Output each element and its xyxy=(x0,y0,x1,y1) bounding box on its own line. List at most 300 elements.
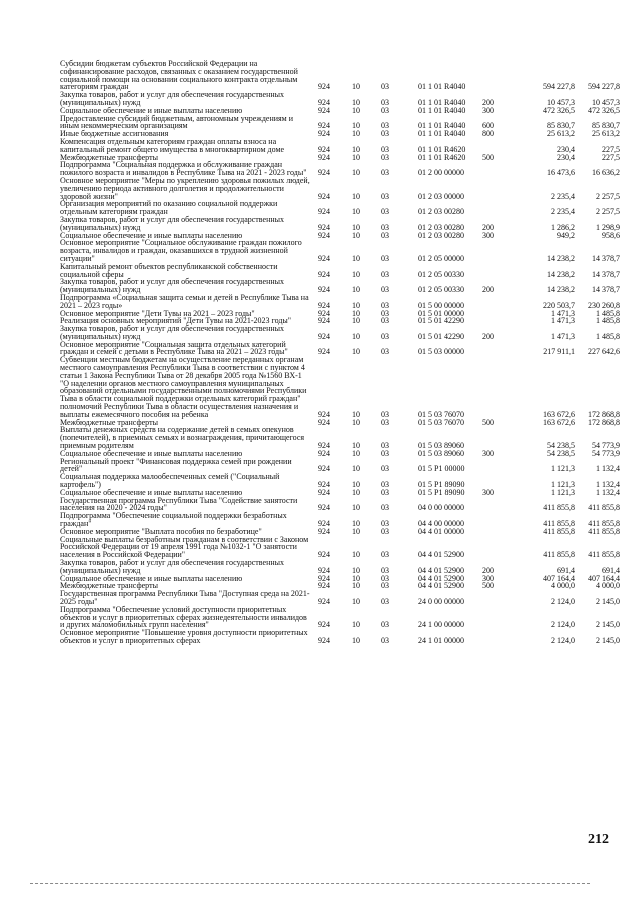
row-amount-year1: 25 613,2 xyxy=(547,129,575,139)
row-amount-year1: 1 471,3 xyxy=(551,316,575,326)
row-ved-code: 924 xyxy=(318,526,330,536)
row-target-code: 01 5 01 42290 xyxy=(418,331,464,341)
row-ved-code: 924 xyxy=(318,308,330,318)
row-subsection-code: 03 xyxy=(381,129,389,139)
row-name: Межбюджетные трансферты xyxy=(60,152,158,162)
row-target-code: 01 5 P1 89090 xyxy=(418,480,465,490)
row-amount-year1: 407 164,4 xyxy=(543,573,575,583)
row-subsection-code: 03 xyxy=(381,82,389,92)
row-name: Основное мероприятие "Социальная защита отдельных категорий граждан и семей с детьми в Республике Тыва на 2021 – 2023 годы" xyxy=(60,339,288,357)
row-name: Закупка товаров, работ и услуг для обеспечения государственных (муниципальных) нужд xyxy=(60,324,285,341)
row-amount-year2: 25 613,2 xyxy=(592,129,620,139)
row-ved-code: 924 xyxy=(318,448,330,458)
row-amount-year2: 958,6 xyxy=(602,230,620,240)
row-name: Субвенции местным бюджетам на осуществление переданных органам местного самоуправления Республики Тыва в соответствии с пунктом 4 статьи 1 Закона Республики Тыва от 28 декабря 2005 года №1560 ВХ-1 "О наделении органов местного самоуправления муниципальных образований отдельными государственными полномочиями Республики Тыва в области социальной поддержки отдельных категорий граждан" полномочий Республики Тыва в области осуществления назначения и выплаты ежемесячного пособия на ребенка xyxy=(60,355,307,419)
row-ved-code: 924 xyxy=(318,565,330,575)
table-row xyxy=(0,115,640,131)
row-amount-year1: 14 238,2 xyxy=(547,285,575,295)
row-target-code: 01 5 03 00000 xyxy=(418,347,464,357)
budget-table xyxy=(0,60,640,645)
row-amount-year2: 227 642,6 xyxy=(588,347,620,357)
row-subsection-code: 03 xyxy=(381,168,389,178)
row-section-code: 10 xyxy=(352,503,360,513)
row-expense-type-code: 500 xyxy=(482,581,494,591)
row-amount-year1: 163 672,6 xyxy=(543,417,575,427)
row-name: Социальное обеспечение и иные выплаты населению xyxy=(60,230,243,240)
row-amount-year1: 1 286,2 xyxy=(551,222,575,232)
row-amount-year2: 411 855,8 xyxy=(588,550,620,560)
row-ved-code: 924 xyxy=(318,269,330,279)
row-expense-type-code: 200 xyxy=(482,285,494,295)
table-row xyxy=(0,200,640,216)
row-subsection-code: 03 xyxy=(381,222,389,232)
row-ved-code: 924 xyxy=(318,480,330,490)
row-target-code: 01 5 03 89060 xyxy=(418,441,464,451)
row-target-code: 01 5 01 00000 xyxy=(418,308,464,318)
row-section-code: 10 xyxy=(352,230,360,240)
row-ved-code: 924 xyxy=(318,347,330,357)
row-amount-year2: 411 855,8 xyxy=(588,526,620,536)
row-section-code: 10 xyxy=(352,347,360,357)
row-amount-year2: 691,4 xyxy=(602,565,620,575)
row-expense-type-code: 200 xyxy=(482,97,494,107)
row-target-code: 01 2 05 00330 xyxy=(418,285,464,295)
row-section-code: 10 xyxy=(352,573,360,583)
row-section-code: 10 xyxy=(352,441,360,451)
row-subsection-code: 03 xyxy=(381,417,389,427)
row-subsection-code: 03 xyxy=(381,409,389,419)
table-row xyxy=(0,239,640,262)
row-name: Организация мероприятий по оказанию социальной поддержки отдельным категориям граждан xyxy=(60,199,278,217)
row-target-code: 01 2 03 00280 xyxy=(418,222,464,232)
row-section-code: 10 xyxy=(352,526,360,536)
row-name: Социальное обеспечение и иные выплаты населению xyxy=(60,448,243,458)
row-section-code: 10 xyxy=(352,300,360,310)
row-section-code: 10 xyxy=(352,105,360,115)
row-amount-year1: 163 672,6 xyxy=(543,409,575,419)
row-amount-year2: 10 457,3 xyxy=(592,97,620,107)
row-amount-year1: 2 124,0 xyxy=(551,620,575,630)
row-amount-year2: 54 773,9 xyxy=(592,441,620,451)
row-target-code: 01 1 01 R4620 xyxy=(418,152,466,162)
row-section-code: 10 xyxy=(352,464,360,474)
row-ved-code: 924 xyxy=(318,635,330,645)
row-ved-code: 924 xyxy=(318,144,330,154)
row-amount-year2: 1 485,8 xyxy=(596,331,620,341)
row-section-code: 10 xyxy=(352,191,360,201)
row-amount-year2: 54 773,9 xyxy=(592,448,620,458)
row-amount-year1: 1 471,3 xyxy=(551,331,575,341)
row-subsection-code: 03 xyxy=(381,573,389,583)
row-name: Межбюджетные трансферты xyxy=(60,417,158,427)
row-section-code: 10 xyxy=(352,316,360,326)
row-expense-type-code: 600 xyxy=(482,121,494,131)
row-subsection-code: 03 xyxy=(381,331,389,341)
row-name: Реализация основных мероприятий "Дети Тувы на 2021-2023 годы" xyxy=(60,316,292,326)
row-amount-year2: 230 260,8 xyxy=(588,300,620,310)
row-subsection-code: 03 xyxy=(381,565,389,575)
row-target-code: 01 5 00 00000 xyxy=(418,300,464,310)
row-amount-year1: 1 471,3 xyxy=(551,308,575,318)
row-amount-year1: 54 238,5 xyxy=(547,441,575,451)
row-amount-year1: 594 227,8 xyxy=(543,82,575,92)
row-amount-year2: 4 000,0 xyxy=(596,581,620,591)
row-name: Компенсация отдельным категориям граждан оплаты взноса на капитальный ремонт общего имущества в многоквартирном доме xyxy=(60,136,285,154)
row-amount-year1: 949,2 xyxy=(557,230,575,240)
row-amount-year1: 2 124,0 xyxy=(551,596,575,606)
row-section-code: 10 xyxy=(352,596,360,606)
row-section-code: 10 xyxy=(352,331,360,341)
row-expense-type-code: 200 xyxy=(482,222,494,232)
row-ved-code: 924 xyxy=(318,129,330,139)
row-amount-year1: 411 855,8 xyxy=(543,526,575,536)
row-target-code: 04 4 01 52900 xyxy=(418,550,464,560)
row-amount-year2: 2 145,0 xyxy=(596,635,620,645)
row-target-code: 01 1 01 R4040 xyxy=(418,97,466,107)
row-ved-code: 924 xyxy=(318,285,330,295)
row-subsection-code: 03 xyxy=(381,519,389,529)
row-section-code: 10 xyxy=(352,144,360,154)
row-expense-type-code: 300 xyxy=(482,105,494,115)
row-name: Государственная программа Республики Тыва "Содействие занятости населения на 2020 - 2024 годы" xyxy=(60,495,298,513)
row-subsection-code: 03 xyxy=(381,253,389,263)
row-subsection-code: 03 xyxy=(381,635,389,645)
row-subsection-code: 03 xyxy=(381,152,389,162)
row-section-code: 10 xyxy=(352,565,360,575)
row-name: Капитальный ремонт объектов республиканской собственности социальной сферы xyxy=(60,261,278,279)
row-section-code: 10 xyxy=(352,635,360,645)
row-amount-year1: 14 238,2 xyxy=(547,269,575,279)
row-name: Межбюджетные трансферты xyxy=(60,581,158,591)
row-section-code: 10 xyxy=(352,97,360,107)
row-target-code: 01 1 01 R4040 xyxy=(418,105,466,115)
table-row xyxy=(0,278,640,294)
row-ved-code: 924 xyxy=(318,409,330,419)
row-ved-code: 924 xyxy=(318,300,330,310)
row-subsection-code: 03 xyxy=(381,121,389,131)
row-amount-year1: 85 830,7 xyxy=(547,121,575,131)
row-ved-code: 924 xyxy=(318,191,330,201)
row-ved-code: 924 xyxy=(318,573,330,583)
row-expense-type-code: 200 xyxy=(482,565,494,575)
row-amount-year1: 220 503,7 xyxy=(543,300,575,310)
row-ved-code: 924 xyxy=(318,230,330,240)
row-amount-year1: 411 855,8 xyxy=(543,519,575,529)
row-target-code: 01 5 01 42290 xyxy=(418,316,464,326)
row-section-code: 10 xyxy=(352,121,360,131)
row-name: Социальное обеспечение и иные выплаты населению xyxy=(60,573,243,583)
row-subsection-code: 03 xyxy=(381,269,389,279)
row-target-code: 24 1 00 00000 xyxy=(418,620,464,630)
row-name: Основное мероприятие "Социальное обслуживание граждан пожилого возраста, инвалидов и граждан, оказавшихся в трудной жизненной ситуации" xyxy=(60,238,302,263)
table-row xyxy=(0,294,640,310)
row-name: Субсидии бюджетам субъектов Российской Федерации на софинансирование расходов, связанных с оказанием государственной социальной помощи на основании социального контракта отдельным категориям граждан xyxy=(60,59,298,92)
table-row xyxy=(0,536,640,559)
row-subsection-code: 03 xyxy=(381,596,389,606)
row-amount-year1: 691,4 xyxy=(557,565,575,575)
table-row xyxy=(0,263,640,279)
table-row xyxy=(0,356,640,418)
table-row xyxy=(0,606,640,629)
row-ved-code: 924 xyxy=(318,596,330,606)
row-target-code: 01 1 01 R4040 xyxy=(418,129,466,139)
row-name: Основное мероприятие "Меры по укреплению здоровья пожилых людей, увеличению периода активного долголетия и продолжительности здоровой жизни" xyxy=(60,175,310,201)
table-row xyxy=(0,629,640,645)
row-name: Социальные выплаты безработным гражданам в соответствии с Законом Российской Федерации от 19 апреля 1991 года №1032-1 "О занятости населения в Российской Федерации" xyxy=(60,534,309,560)
table-row xyxy=(0,559,640,575)
row-amount-year1: 4 000,0 xyxy=(551,581,575,591)
row-amount-year2: 14 378,7 xyxy=(592,285,620,295)
row-name: Подпрограмма «Социальная защита семьи и детей в Республике Тыва на 2021 – 2023 годы» xyxy=(60,292,309,310)
table-row xyxy=(0,91,640,107)
table-row xyxy=(0,426,640,449)
row-amount-year2: 1 132,4 xyxy=(596,487,620,497)
table-row xyxy=(0,473,640,489)
row-subsection-code: 03 xyxy=(381,526,389,536)
row-name: Социальная поддержка малообеспеченных семей ("Социальный картофель") xyxy=(60,472,280,490)
row-amount-year2: 407 164,4 xyxy=(588,573,620,583)
row-target-code: 01 2 03 00280 xyxy=(418,230,464,240)
row-subsection-code: 03 xyxy=(381,144,389,154)
row-name: Иные бюджетные ассигнования xyxy=(60,129,169,139)
row-amount-year1: 230,4 xyxy=(557,144,575,154)
row-section-code: 10 xyxy=(352,168,360,178)
row-section-code: 10 xyxy=(352,620,360,630)
table-row xyxy=(0,497,640,513)
row-section-code: 10 xyxy=(352,269,360,279)
row-ved-code: 924 xyxy=(318,222,330,232)
row-section-code: 10 xyxy=(352,448,360,458)
row-target-code: 04 4 01 00000 xyxy=(418,526,464,536)
row-name: Социальное обеспечение и иные выплаты населению xyxy=(60,487,243,497)
row-subsection-code: 03 xyxy=(381,347,389,357)
row-target-code: 24 0 00 00000 xyxy=(418,596,464,606)
row-amount-year2: 227,5 xyxy=(602,152,620,162)
row-ved-code: 924 xyxy=(318,503,330,513)
row-target-code: 01 1 01 R4620 xyxy=(418,144,466,154)
row-ved-code: 924 xyxy=(318,105,330,115)
row-amount-year2: 594 227,8 xyxy=(588,82,620,92)
row-subsection-code: 03 xyxy=(381,308,389,318)
row-section-code: 10 xyxy=(352,308,360,318)
row-target-code: 04 4 01 52900 xyxy=(418,581,464,591)
table-row xyxy=(0,161,640,177)
row-amount-year1: 2 235,4 xyxy=(551,207,575,217)
row-subsection-code: 03 xyxy=(381,448,389,458)
row-ved-code: 924 xyxy=(318,316,330,326)
table-row xyxy=(0,458,640,474)
row-ved-code: 924 xyxy=(318,82,330,92)
row-name: Подпрограмма "Обеспечение социальной поддержки безработных граждан" xyxy=(60,511,287,529)
row-expense-type-code: 300 xyxy=(482,487,494,497)
row-expense-type-code: 800 xyxy=(482,129,494,139)
row-amount-year2: 472 326,5 xyxy=(588,105,620,115)
row-amount-year2: 1 298,9 xyxy=(596,222,620,232)
row-ved-code: 924 xyxy=(318,441,330,451)
row-subsection-code: 03 xyxy=(381,480,389,490)
row-amount-year1: 16 473,6 xyxy=(547,168,575,178)
row-amount-year2: 411 855,8 xyxy=(588,519,620,529)
row-amount-year2: 411 855,8 xyxy=(588,503,620,513)
row-amount-year2: 16 636,2 xyxy=(592,168,620,178)
row-subsection-code: 03 xyxy=(381,581,389,591)
row-amount-year1: 10 457,3 xyxy=(547,97,575,107)
table-row xyxy=(0,325,640,341)
row-name: Социальное обеспечение и иные выплаты населению xyxy=(60,105,243,115)
table-row xyxy=(0,341,640,357)
row-ved-code: 924 xyxy=(318,487,330,497)
row-subsection-code: 03 xyxy=(381,285,389,295)
row-amount-year2: 1 485,8 xyxy=(596,308,620,318)
row-section-code: 10 xyxy=(352,550,360,560)
row-amount-year2: 1 132,4 xyxy=(596,480,620,490)
row-amount-year1: 2 235,4 xyxy=(551,191,575,201)
row-ved-code: 924 xyxy=(318,331,330,341)
table-row xyxy=(0,512,640,528)
row-amount-year1: 2 124,0 xyxy=(551,635,575,645)
row-name: Закупка товаров, работ и услуг для обеспечения государственных (муниципальных) нужд xyxy=(60,90,285,107)
row-subsection-code: 03 xyxy=(381,316,389,326)
row-subsection-code: 03 xyxy=(381,441,389,451)
row-amount-year1: 411 855,8 xyxy=(543,503,575,513)
row-target-code: 01 2 05 00330 xyxy=(418,269,464,279)
row-subsection-code: 03 xyxy=(381,487,389,497)
table-row xyxy=(0,60,640,91)
row-amount-year2: 2 257,5 xyxy=(596,207,620,217)
row-name: Предоставление субсидий бюджетным, автономным учреждениям и иным некоммерческим организациям xyxy=(60,113,294,131)
row-expense-type-code: 300 xyxy=(482,573,494,583)
row-ved-code: 924 xyxy=(318,168,330,178)
row-section-code: 10 xyxy=(352,253,360,263)
row-section-code: 10 xyxy=(352,222,360,232)
row-target-code: 01 5 03 89060 xyxy=(418,448,464,458)
row-section-code: 10 xyxy=(352,207,360,217)
row-section-code: 10 xyxy=(352,581,360,591)
row-target-code: 01 5 P1 89090 xyxy=(418,487,465,497)
row-amount-year1: 411 855,8 xyxy=(543,550,575,560)
row-amount-year2: 172 868,8 xyxy=(588,417,620,427)
row-target-code: 04 4 00 00000 xyxy=(418,519,464,529)
row-amount-year1: 472 326,5 xyxy=(543,105,575,115)
row-section-code: 10 xyxy=(352,285,360,295)
row-amount-year1: 54 238,5 xyxy=(547,448,575,458)
row-name: Региональный проект "Финансовая поддержка семей при рождении детей" xyxy=(60,456,292,474)
row-subsection-code: 03 xyxy=(381,503,389,513)
row-ved-code: 924 xyxy=(318,97,330,107)
row-ved-code: 924 xyxy=(318,550,330,560)
row-target-code: 04 4 01 52900 xyxy=(418,573,464,583)
row-amount-year2: 1 132,4 xyxy=(596,464,620,474)
row-target-code: 01 2 05 00000 xyxy=(418,253,464,263)
row-target-code: 24 1 01 00000 xyxy=(418,635,464,645)
row-name: Подпрограмма "Обеспечение условий доступности приоритетных объектов и услуг в приоритетных сферах жизнедеятельности инвалидов и других маломобильных групп населения" xyxy=(60,604,307,630)
row-name: Подпрограмма "Социальная поддержка и обслуживание граждан пожилого возраста и инвалидов в Республике Тыва на 2021 - 2023 годы" xyxy=(60,160,307,178)
row-name: Государственная программа Республики Тыва "Доступная среда на 2021-2025 годы" xyxy=(60,589,310,606)
row-amount-year2: 85 830,7 xyxy=(592,121,620,131)
row-amount-year2: 172 868,8 xyxy=(588,409,620,419)
row-expense-type-code: 300 xyxy=(482,230,494,240)
row-section-code: 10 xyxy=(352,409,360,419)
row-section-code: 10 xyxy=(352,417,360,427)
row-ved-code: 924 xyxy=(318,121,330,131)
table-row xyxy=(0,590,640,606)
row-subsection-code: 03 xyxy=(381,550,389,560)
row-name: Основное мероприятие "Выплата пособия по безработице" xyxy=(60,526,262,536)
table-row xyxy=(0,216,640,232)
row-target-code: 01 2 03 00280 xyxy=(418,207,464,217)
row-target-code: 04 0 00 00000 xyxy=(418,503,464,513)
row-target-code: 04 4 01 52900 xyxy=(418,565,464,575)
page-number: 212 xyxy=(588,832,609,847)
table-row xyxy=(0,177,640,200)
row-amount-year2: 1 485,8 xyxy=(596,316,620,326)
row-ved-code: 924 xyxy=(318,620,330,630)
row-ved-code: 924 xyxy=(318,417,330,427)
row-target-code: 01 1 01 R4040 xyxy=(418,121,466,131)
row-target-code: 01 1 01 R4040 xyxy=(418,82,466,92)
table-row xyxy=(0,138,640,154)
row-ved-code: 924 xyxy=(318,207,330,217)
row-subsection-code: 03 xyxy=(381,300,389,310)
row-amount-year2: 14 378,7 xyxy=(592,269,620,279)
row-ved-code: 924 xyxy=(318,581,330,591)
row-section-code: 10 xyxy=(352,82,360,92)
row-amount-year1: 217 911,1 xyxy=(543,347,575,357)
row-subsection-code: 03 xyxy=(381,191,389,201)
row-name: Выплаты денежных средств на содержание детей в семьях опекунов (попечителей), в приемных семьях и вознаграждения, причитающегося приемным родителям xyxy=(60,425,305,451)
row-amount-year1: 1 121,3 xyxy=(551,464,575,474)
row-name: Основное мероприятие "Повышение уровня доступности приоритетных объектов и услуг в приоритетных сферах xyxy=(60,628,308,645)
row-ved-code: 924 xyxy=(318,253,330,263)
row-ved-code: 924 xyxy=(318,152,330,162)
row-amount-year1: 1 121,3 xyxy=(551,480,575,490)
row-subsection-code: 03 xyxy=(381,464,389,474)
row-amount-year1: 14 238,2 xyxy=(547,253,575,263)
row-amount-year1: 230,4 xyxy=(557,152,575,162)
bottom-divider xyxy=(30,883,590,884)
row-amount-year2: 2 145,0 xyxy=(596,596,620,606)
row-section-code: 10 xyxy=(352,152,360,162)
row-name: Закупка товаров, работ и услуг для обеспечения государственных (муниципальных) нужд xyxy=(60,277,285,295)
row-subsection-code: 03 xyxy=(381,620,389,630)
row-ved-code: 924 xyxy=(318,464,330,474)
row-name: Закупка товаров, работ и услуг для обеспечения государственных (муниципальных) нужд xyxy=(60,558,285,575)
row-target-code: 01 5 03 76070 xyxy=(418,417,464,427)
row-amount-year1: 1 121,3 xyxy=(551,487,575,497)
row-section-code: 10 xyxy=(352,480,360,490)
row-target-code: 01 2 03 00000 xyxy=(418,191,464,201)
row-name: Закупка товаров, работ и услуг для обеспечения государственных (муниципальных) нужд xyxy=(60,214,285,232)
row-expense-type-code: 500 xyxy=(482,417,494,427)
row-subsection-code: 03 xyxy=(381,97,389,107)
row-target-code: 01 5 P1 00000 xyxy=(418,464,465,474)
row-amount-year2: 227,5 xyxy=(602,144,620,154)
row-section-code: 10 xyxy=(352,519,360,529)
row-subsection-code: 03 xyxy=(381,105,389,115)
row-expense-type-code: 200 xyxy=(482,331,494,341)
row-expense-type-code: 500 xyxy=(482,152,494,162)
row-amount-year2: 2 257,5 xyxy=(596,191,620,201)
row-subsection-code: 03 xyxy=(381,230,389,240)
row-amount-year2: 14 378,7 xyxy=(592,253,620,263)
row-subsection-code: 03 xyxy=(381,207,389,217)
row-amount-year2: 2 145,0 xyxy=(596,620,620,630)
row-expense-type-code: 300 xyxy=(482,448,494,458)
row-section-code: 10 xyxy=(352,487,360,497)
row-name: Основное мероприятие "Дети Тувы на 2021 – 2023 годы" xyxy=(60,308,255,318)
row-target-code: 01 2 00 00000 xyxy=(418,168,464,178)
row-section-code: 10 xyxy=(352,129,360,139)
